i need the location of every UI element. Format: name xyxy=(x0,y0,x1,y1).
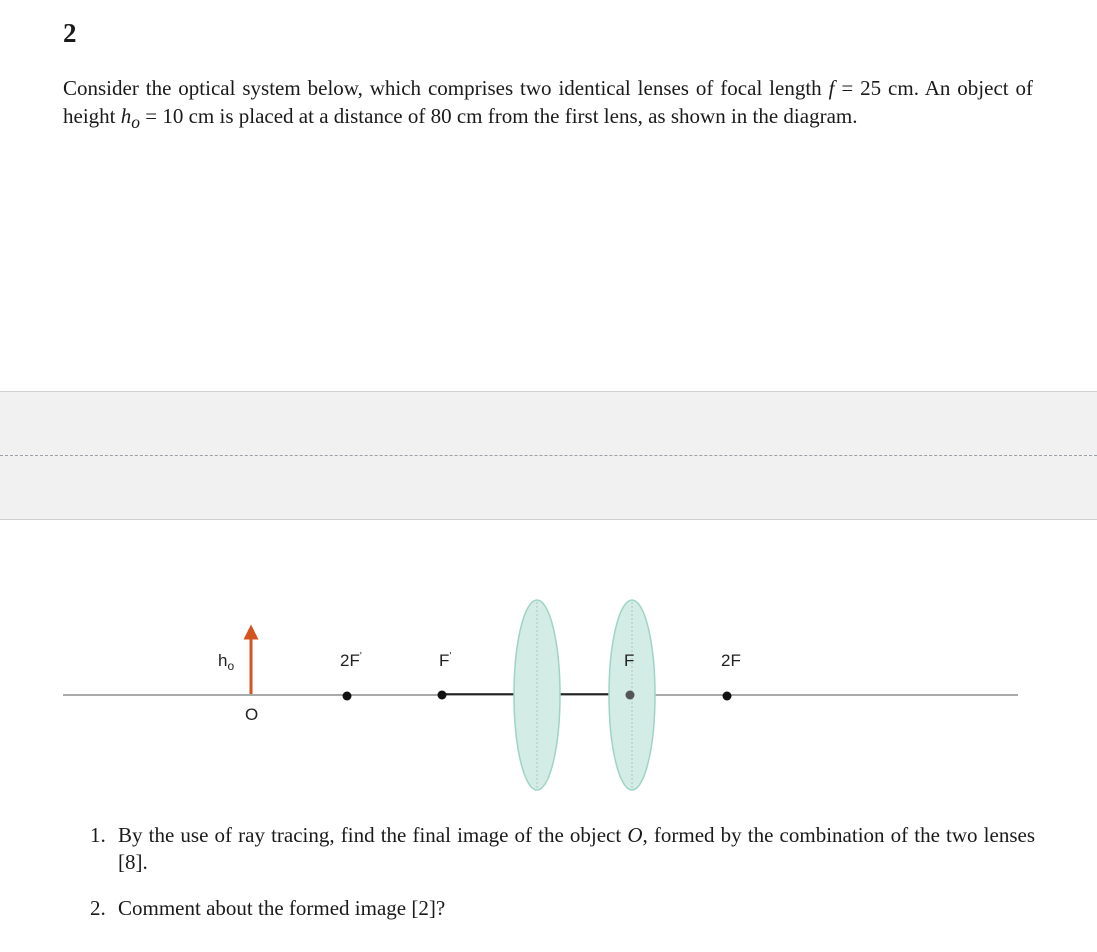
question-item-1 xyxy=(90,822,1035,876)
question-item-number: 1. xyxy=(90,823,106,847)
object-height-subscript: o xyxy=(131,112,140,133)
question-item-number: 2. xyxy=(90,896,106,920)
intro-text-2: An object of height xyxy=(63,76,1034,128)
question-item-text-end: , formed by the combination of the two lenses [8]. xyxy=(118,823,1035,874)
point-2f-prime xyxy=(343,692,352,701)
label-f: F xyxy=(624,651,635,670)
label-f-prime: F' xyxy=(439,651,452,670)
problem-statement xyxy=(63,74,1033,136)
question-item-text: Comment about the formed image [2]? xyxy=(118,896,446,920)
point-2f xyxy=(723,692,732,701)
question-number: 2 xyxy=(63,18,77,48)
object-height-letter: h xyxy=(120,104,132,128)
point-f-prime xyxy=(438,691,447,700)
label-2f-prime: 2F' xyxy=(340,651,362,670)
label-object: O xyxy=(245,705,259,724)
intro-text-3: = 10 cm is placed at a distance of 80 cm from the first lens, as shown in the diagram. xyxy=(145,104,858,128)
label-2f: 2F xyxy=(721,651,741,670)
question-item-2 xyxy=(90,895,1035,922)
question-list xyxy=(90,822,1035,941)
dashed-divider xyxy=(0,455,1097,456)
point-f xyxy=(626,691,635,700)
label-object-height: $h_o$ xyxy=(218,651,235,673)
intro-text-1: Consider the optical system below, which comprises two identical lenses of focal length xyxy=(63,76,822,100)
focal-length-symbol: f xyxy=(828,76,835,100)
embed-placeholder-band xyxy=(0,391,1097,520)
optical-diagram xyxy=(0,580,1097,800)
focal-length-value: = 25 cm. xyxy=(841,76,919,100)
object-height-symbol xyxy=(120,104,140,133)
object-symbol: O xyxy=(627,823,643,847)
question-item-text: By the use of ray tracing, find the final image of the object xyxy=(118,823,622,847)
